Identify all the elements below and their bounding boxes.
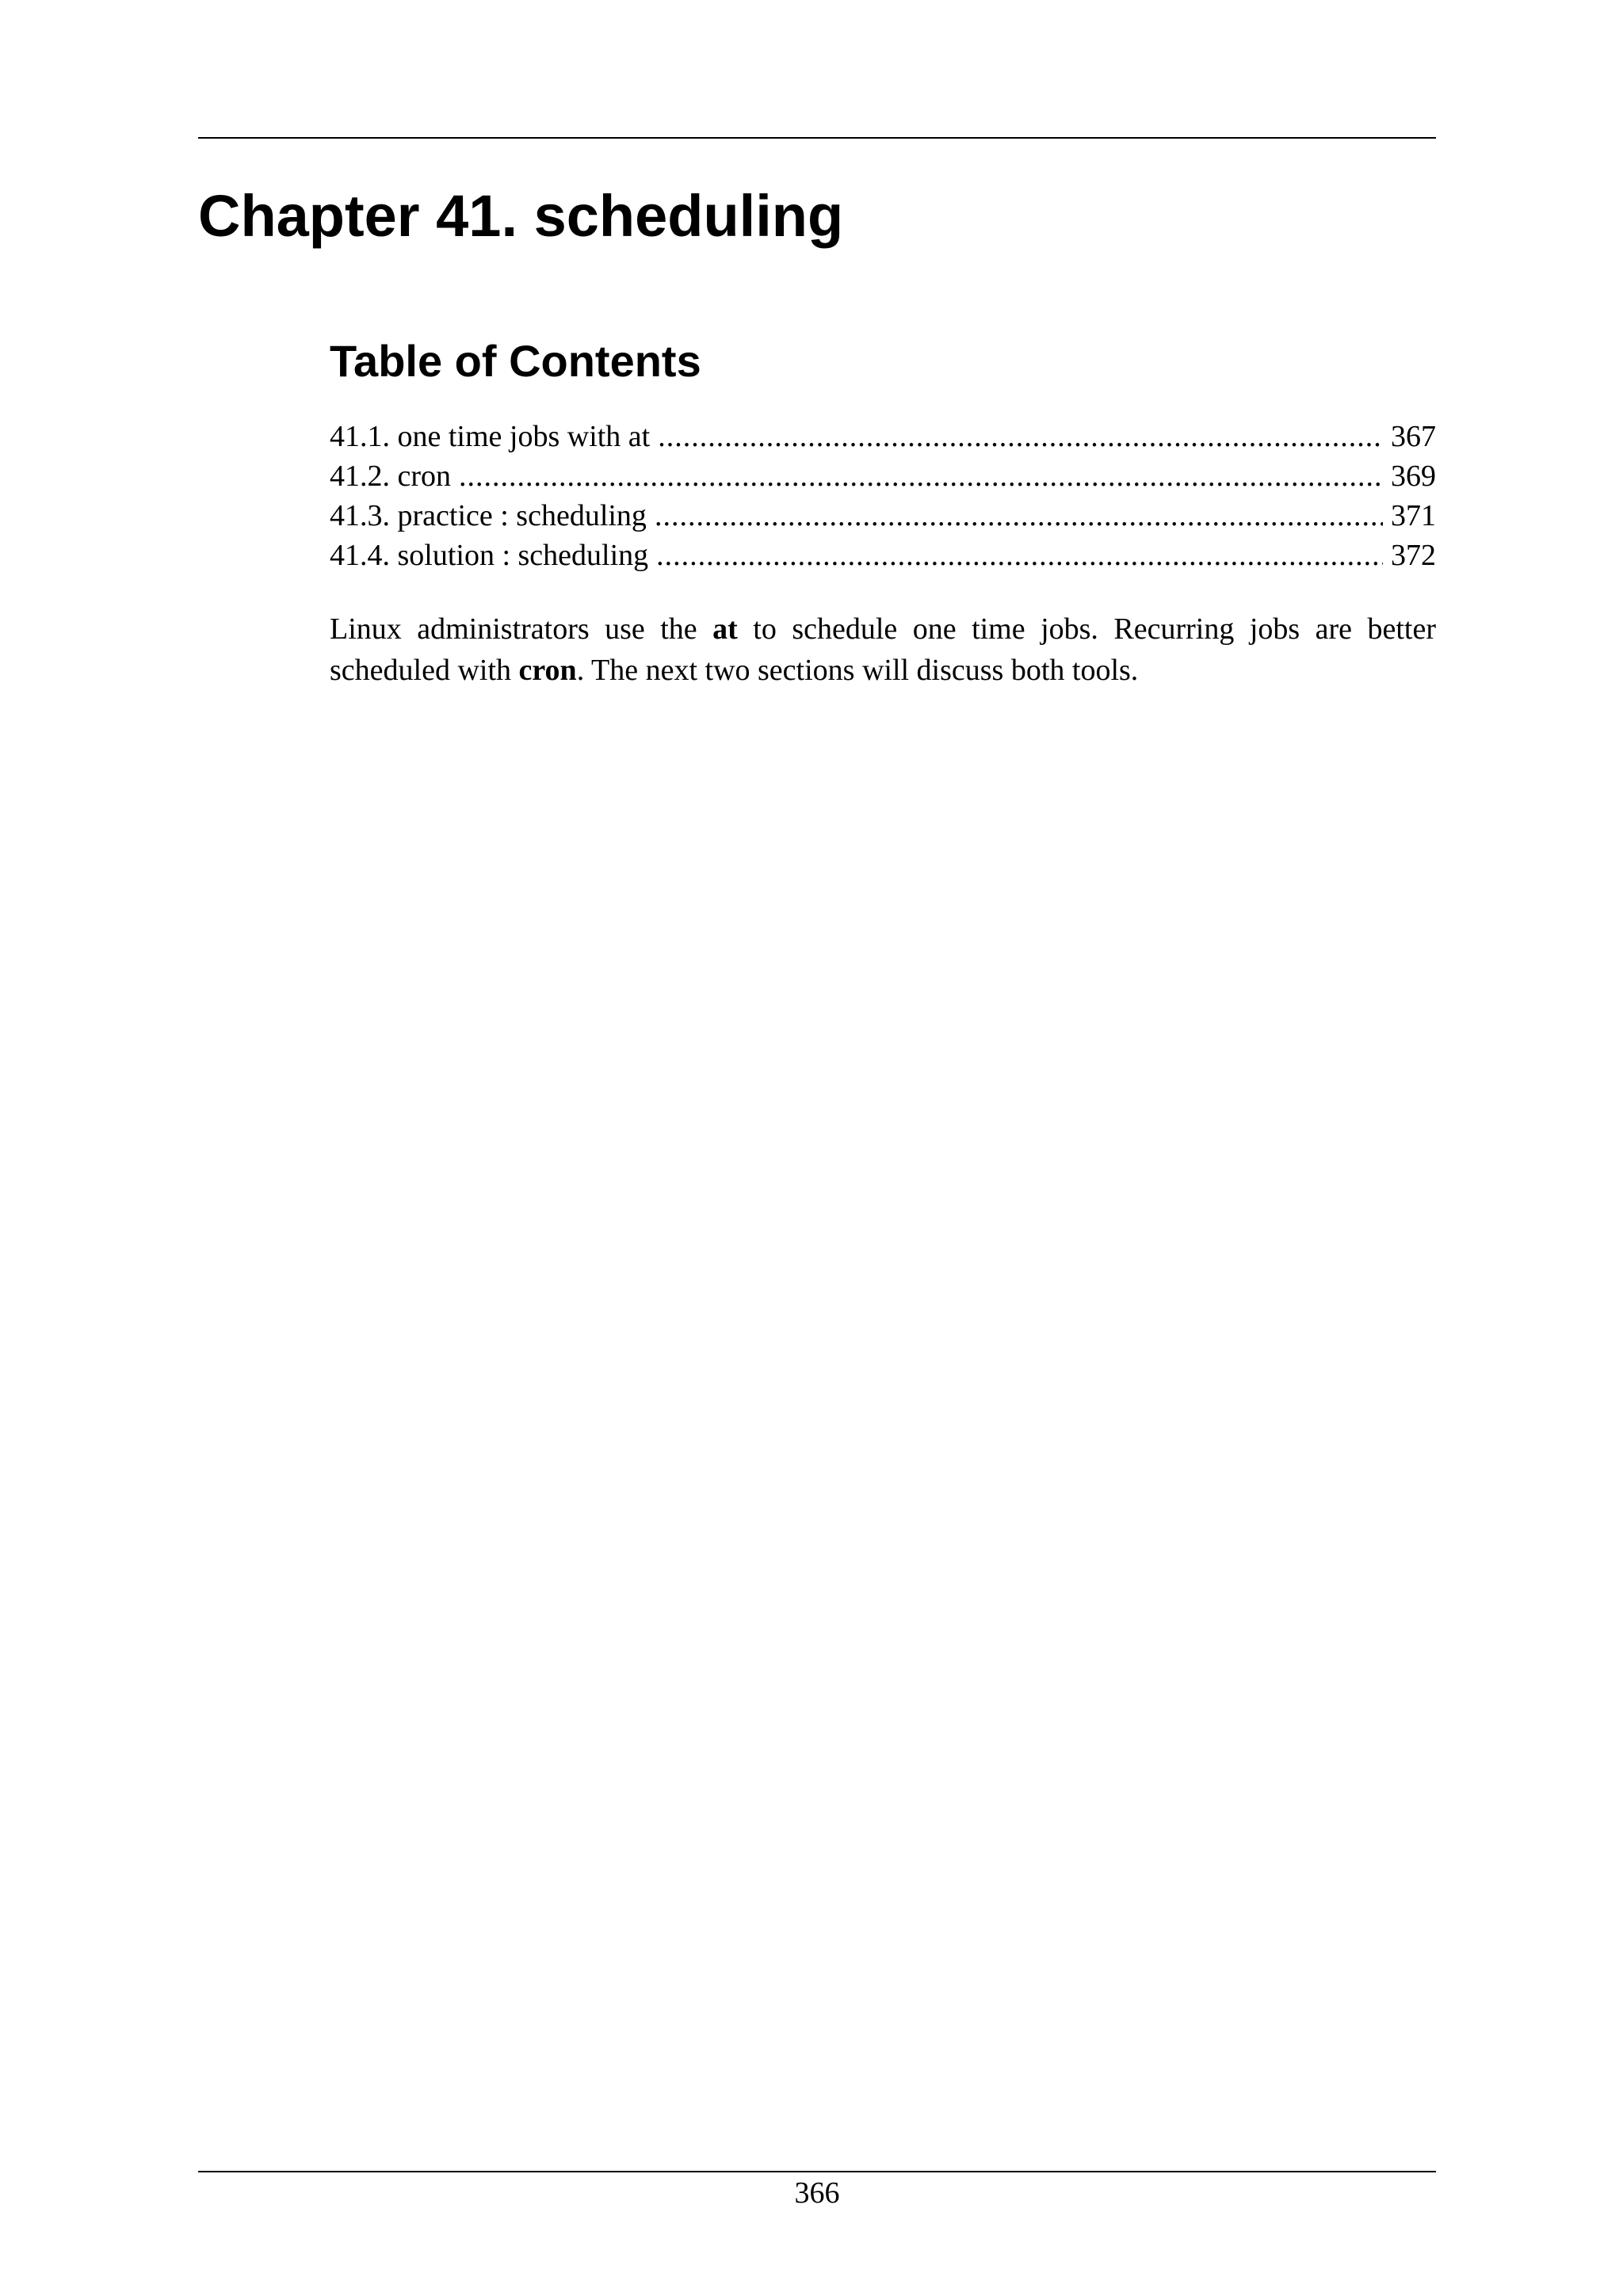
toc-entry-practice[interactable] bbox=[330, 496, 1436, 536]
page-number: 366 bbox=[794, 2176, 840, 2210]
toc-entry-label[interactable]: 41.1. one time jobs with at bbox=[330, 420, 651, 453]
toc-entry-one-time-jobs[interactable] bbox=[330, 417, 1436, 456]
toc-entry-solution[interactable] bbox=[330, 536, 1436, 575]
toc-entry-cron[interactable] bbox=[330, 456, 1436, 496]
toc-entry-page[interactable]: 372 bbox=[1391, 539, 1436, 572]
command-at: at bbox=[712, 612, 738, 646]
toc-leader-dots bbox=[656, 536, 1383, 575]
footer-rule bbox=[198, 2171, 1436, 2172]
command-cron: cron bbox=[518, 654, 577, 687]
table-of-contents bbox=[330, 417, 1436, 575]
intro-text-part: Linux administrators use the bbox=[330, 612, 713, 646]
toc-entry-label[interactable]: 41.4. solution : scheduling bbox=[330, 539, 649, 572]
intro-paragraph bbox=[330, 608, 1436, 691]
toc-entry-page[interactable]: 369 bbox=[1391, 460, 1436, 493]
toc-entry-label[interactable]: 41.2. cron bbox=[330, 460, 452, 493]
toc-leader-dots bbox=[655, 496, 1383, 536]
chapter-title: Chapter 41. scheduling bbox=[198, 183, 844, 249]
toc-heading: Table of Contents bbox=[330, 336, 701, 386]
intro-text-part: . The next two sections will discuss both tools. bbox=[576, 654, 1139, 687]
toc-entry-label[interactable]: 41.3. practice : scheduling bbox=[330, 499, 647, 532]
toc-leader-dots bbox=[459, 456, 1383, 496]
toc-leader-dots bbox=[658, 417, 1383, 456]
toc-entry-page[interactable]: 367 bbox=[1391, 420, 1436, 453]
intro-text-part: to schedule one time jobs. Recurring jobs are better scheduled with bbox=[330, 612, 1436, 687]
toc-entry-page[interactable]: 371 bbox=[1391, 499, 1436, 532]
header-rule bbox=[198, 137, 1436, 139]
